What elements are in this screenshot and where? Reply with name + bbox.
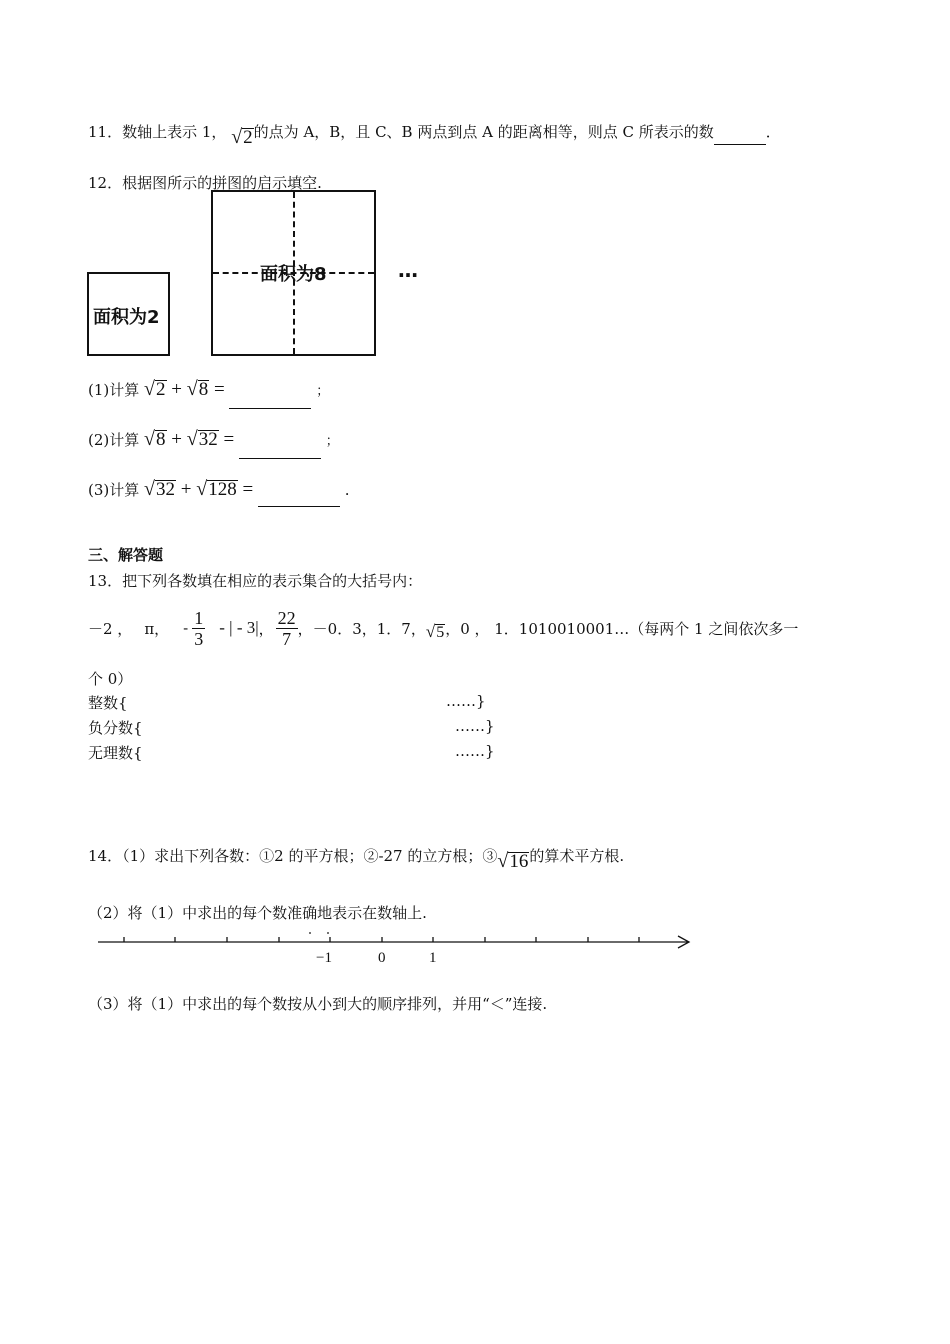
- number-item: －2 ，: [88, 619, 133, 638]
- sqrt-16: √16: [497, 850, 529, 872]
- radicand: 32: [156, 479, 176, 500]
- axis-label-0: 0: [378, 950, 386, 966]
- small-square-label: 面积为2: [93, 307, 160, 328]
- section-title: 三、解答题: [88, 546, 164, 564]
- part3: （3）将（1）中求出的每个数按从小到大的顺序排列，并用“＜”连接.: [88, 995, 548, 1013]
- question-11: [88, 118, 781, 152]
- sqrt-sum-expression: √2 + √8 =: [144, 378, 230, 400]
- question-text: 把下列各数填在相应的表示集合的大括号内：: [122, 572, 423, 590]
- part1-text-cont: 的算术平方根.: [529, 847, 625, 865]
- part1-text: （1）求出下列各数：①2 的平方根；②-27 的立方根；③: [122, 847, 498, 865]
- radicand: 2: [156, 379, 166, 400]
- question-number: 11．: [88, 123, 123, 141]
- axis-label-1: 1: [429, 950, 437, 966]
- punct: ；: [325, 434, 339, 449]
- axis-label-neg1: −1: [316, 950, 332, 966]
- answer-blank[interactable]: [258, 484, 340, 507]
- minus-sign: -: [183, 619, 189, 637]
- q12-sub2: [88, 422, 339, 459]
- radicand: 128: [208, 479, 237, 500]
- sub-label: (1)计算: [88, 381, 140, 399]
- question-number: 13．: [88, 572, 123, 590]
- absolute-value-item: - | - 3|: [219, 618, 259, 637]
- answer-blank[interactable]: [239, 436, 321, 459]
- set-negative-fractions-end: ……}: [455, 717, 495, 735]
- period: ．: [765, 123, 781, 141]
- part2: （2）将（1）中求出的每个数准确地表示在数轴上.: [88, 904, 427, 922]
- ellipsis: …: [398, 258, 418, 282]
- q12-sub3: [88, 472, 350, 507]
- set-label: 无理数{: [88, 744, 143, 762]
- set-integers-end: ……}: [446, 692, 486, 710]
- number-line: [90, 928, 700, 978]
- comma: ，: [258, 619, 274, 638]
- question-text: 根据图所示的拼图的启示填空.: [122, 174, 322, 192]
- number-item: ，－0．3，1．7，: [297, 619, 426, 638]
- set-irrationals-end: ……}: [455, 742, 495, 760]
- q12-sub1: [88, 372, 329, 409]
- number-list: [88, 600, 798, 656]
- number-list-cont: 个 0）: [88, 670, 133, 688]
- question-number: 12．: [88, 174, 123, 192]
- fraction-neg-one-third: $\frac{1}{3}$: [194, 607, 204, 649]
- sub-label: (3)计算: [88, 481, 140, 499]
- radicand: 32: [198, 429, 218, 450]
- sqrt-sum-expression: √8 + √32 =: [144, 428, 239, 450]
- question-14: [88, 840, 624, 871]
- large-square: [211, 190, 376, 356]
- sqrt-2: √2: [231, 126, 253, 148]
- punct: ；: [316, 384, 330, 399]
- radicand: 8: [156, 429, 166, 450]
- sqrt-sum-expression: √32 + √128 =: [144, 478, 258, 500]
- question-text: 数轴上表示 1，: [122, 123, 227, 141]
- question-13: [88, 570, 422, 591]
- number-item: ，0 ， 1．1010010001…（每两个 1 之间依次多一: [445, 619, 799, 638]
- set-label: 整数{: [88, 694, 128, 712]
- set-integers: [88, 692, 128, 713]
- punct: .: [344, 481, 350, 499]
- fraction-22-7: $\frac{22}{7}$: [277, 607, 296, 649]
- set-negative-fractions: [88, 717, 143, 738]
- set-irrationals: [88, 742, 143, 763]
- question-number: 14．: [88, 847, 123, 865]
- set-label: 负分数{: [88, 719, 143, 737]
- small-square: [87, 272, 170, 356]
- answer-blank[interactable]: [229, 386, 311, 409]
- answer-blank[interactable]: [714, 128, 766, 145]
- sqrt-5: √5: [425, 622, 445, 641]
- number-item: π，: [144, 619, 170, 638]
- sub-label: (2)计算: [88, 431, 140, 449]
- question-text-cont: 的点为 A，B，且 C、B 两点到点 A 的距离相等，则点 C 所表示的数: [253, 123, 714, 141]
- radicand: 8: [198, 379, 209, 400]
- large-square-label: 面积为8: [260, 264, 327, 285]
